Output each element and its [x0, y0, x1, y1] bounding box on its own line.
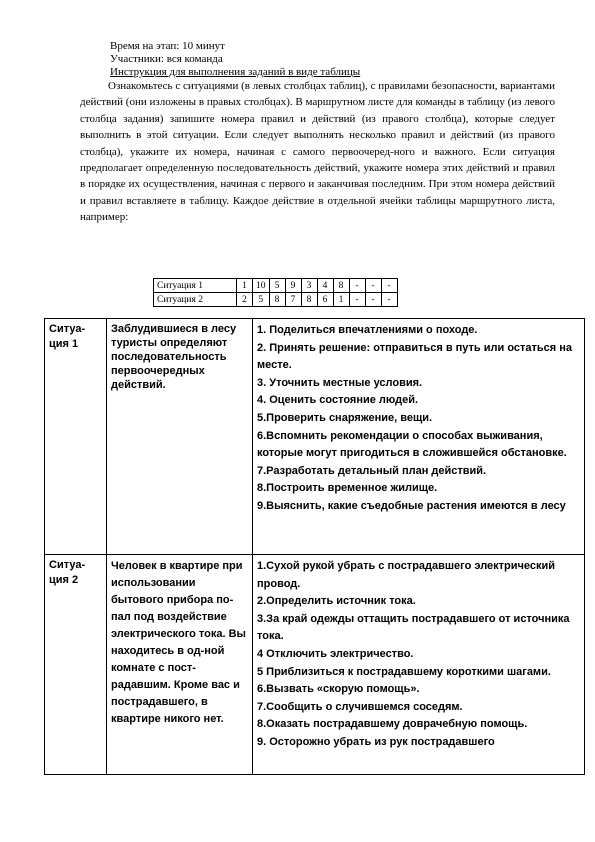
action-item: 1.Сухой рукой убрать с пострадавшего электрический провод.: [257, 560, 556, 590]
action-item: 9. Осторожно убрать из рук пострадавшего: [257, 735, 495, 748]
action-item: 7.Разработать детальный план действий.: [257, 464, 487, 477]
action-item: 7.Сообщить о случившемся соседям.: [257, 700, 463, 713]
sample-cell: 8: [333, 279, 349, 293]
sample-cell: 6: [317, 293, 333, 307]
action-item: 9.Выяснить, какие съедобные растения имеются в лесу: [257, 499, 566, 512]
sample-row-label: Ситуация 1: [154, 279, 237, 293]
action-item: 4 Отключить электричество.: [257, 647, 414, 660]
sample-cell: 5: [253, 293, 270, 307]
situation-row-1: [45, 319, 585, 555]
sample-cell: 1: [333, 293, 349, 307]
sample-cell: 3: [301, 279, 317, 293]
action-item: 3.За край одежды оттащить пострадавшего от источника тока.: [257, 612, 570, 643]
action-item: 6.Вспомнить рекомендации о способах выживания, которые могут пригодиться в сложившейся обстановке.: [257, 429, 567, 460]
situation-actions: [253, 555, 585, 775]
sample-cell: 10: [253, 279, 270, 293]
action-item: 4. Оценить состояние людей.: [257, 394, 419, 407]
sample-cell: 5: [269, 279, 285, 293]
action-item: 6.Вызвать «скорую помощь».: [257, 683, 420, 696]
situations-table: [44, 318, 585, 775]
action-item: 2.Определить источник тока.: [257, 595, 416, 608]
situation-description: Человек в квартире при использовании бытового прибора по-пал под воздействие электрического тока. Вы находитесь в од-ной комнате с пост-радавшим. Кроме вас и пострадавшего, в квартире никого нет.: [107, 555, 253, 775]
sample-cell: 1: [237, 279, 253, 293]
sample-cell: -: [381, 279, 397, 293]
situation-row-2: [45, 555, 585, 775]
sample-cell: -: [365, 279, 381, 293]
sample-cell: 9: [285, 279, 301, 293]
sample-cell: 8: [269, 293, 285, 307]
action-item: 5 Приблизиться к пострадавшему короткими шагами.: [257, 665, 551, 678]
action-item: 1. Поделиться впечатлениями о походе.: [257, 324, 478, 336]
situation-description: Заблудившиеся в лесу туристы определяют последовательность первоочередных действий.: [107, 319, 253, 555]
sample-row-label: Ситуация 2: [154, 293, 237, 307]
sample-cell: 8: [301, 293, 317, 307]
sample-route-table: [153, 278, 398, 307]
situation-actions: [253, 319, 585, 555]
situation-label: Ситуа-ция 1: [45, 319, 107, 555]
sample-cell: 4: [317, 279, 333, 293]
action-item: 2. Принять решение: отправиться в путь или остаться на месте.: [257, 341, 573, 372]
action-item: 8.Построить временное жилище.: [257, 482, 438, 495]
sample-cell: -: [349, 293, 365, 307]
sample-cell: -: [381, 293, 397, 307]
sample-cell: -: [349, 279, 365, 293]
action-item: 3. Уточнить местные условия.: [257, 376, 423, 389]
instruction-text: Ознакомьтесь с ситуациями (в левых столбцах таблиц), с правилами безопасности, вариантами действий (они изложены в правых столбцах). В маршрутном листе для команды в таблицу (из левого столбца задания) запишите номера правил и действий (из правого столбца), которые следует выполнить в этой ситуации. Если следует выполнять несколько правил и действий (из правого столбца), укажите их номера, начиная с самого первоочеред-ного и важного. Если ситуация предполагает определенную последовательность действий, укажите номера этих действий и правил в порядке их осуществления, начиная с первого и заканчивая последним. При этом номера действий и правил вставляете в таблицу. Каждое действие в отдельной ячейки таблицы маршрутного листа, например:: [80, 80, 555, 224]
instruction-title: Инструкция для выполнения заданий в виде таблицы: [110, 66, 361, 78]
participants: Участники: вся команда: [110, 53, 223, 65]
stage-time: Время на этап: 10 минут: [110, 40, 225, 52]
action-item: 8.Оказать пострадавшему доврачебную помощь.: [257, 718, 528, 731]
sample-cell: 2: [237, 293, 253, 307]
sample-cell: -: [365, 293, 381, 307]
sample-row: [154, 279, 398, 293]
sample-row: [154, 293, 398, 307]
sample-cell: 7: [285, 293, 301, 307]
situation-label: Ситуа-ция 2: [45, 555, 107, 775]
action-item: 5.Проверить снаряжение, вещи.: [257, 411, 433, 424]
